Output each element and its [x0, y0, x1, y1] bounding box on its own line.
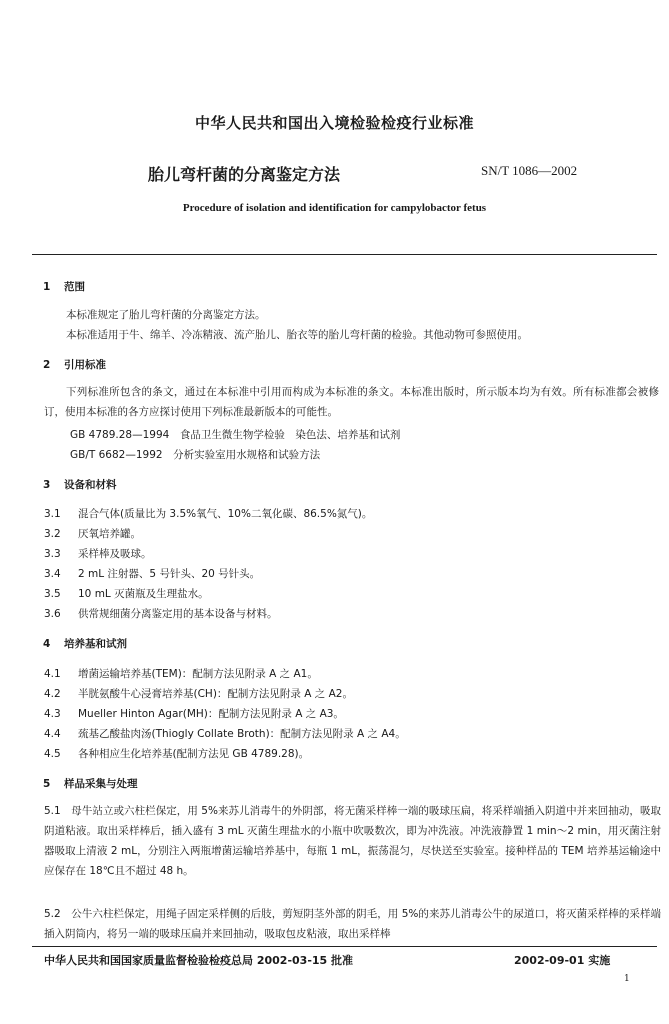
clause-5-2: 5.2 公牛六柱栏保定，用绳子固定采样侧的后肢，剪短阴茎外部的阴毛，用 5%的来苏儿消毒公牛的尿道口，将灭菌采样棒的采样端插入阴筒内，将另一端的吸球压扁并来回抽动，吸取包皮粘液，取出采样棒 — [44, 908, 661, 940]
item-number: 3.2 — [44, 528, 61, 540]
section-number: 4 — [43, 638, 51, 650]
list-item — [44, 746, 309, 761]
section-3-heading — [43, 477, 117, 492]
section-1-paragraph-1: 本标准规定了胎儿弯杆菌的分离鉴定方法。 — [66, 309, 266, 321]
implementation-date: 2002-09-01 实施 — [514, 954, 611, 967]
item-number: 3.6 — [44, 608, 61, 620]
item-text: Mueller Hinton Agar(MH)：配制方法见附录 A 之 A3。 — [78, 708, 344, 720]
reference-2: GB/T 6682—1992 分析实验室用水规格和试验方法 — [70, 449, 321, 461]
item-number: 4.5 — [44, 748, 61, 760]
item-text: 厌氧培养罐。 — [78, 528, 141, 540]
footer-divider — [32, 946, 657, 947]
section-1-paragraph-2: 本标准适用于牛、绵羊、冷冻精液、流产胎儿、胎衣等的胎儿弯杆菌的检验。其他动物可参照使用。 — [66, 329, 528, 341]
item-text: 供常规细菌分离鉴定用的基本设备与材料。 — [78, 608, 278, 620]
list-item — [44, 546, 152, 561]
header-divider — [32, 254, 657, 255]
item-number: 4.4 — [44, 728, 61, 740]
item-number: 3.4 — [44, 568, 61, 580]
english-title: Procedure of isolation and identification for campylobactor fetus — [182, 202, 487, 214]
item-text: 半胱氨酸牛心浸膏培养基(CH)：配制方法见附录 A 之 A2。 — [78, 688, 353, 700]
reference-1: GB 4789.28—1994 食品卫生微生物学检验 染色法、培养基和试剂 — [70, 429, 401, 441]
item-text: 采样棒及吸球。 — [78, 548, 152, 560]
item-number: 4.1 — [44, 668, 61, 680]
document-title: 胎儿弯杆菌的分离鉴定方法 — [148, 165, 341, 184]
item-number: 3.1 — [44, 508, 61, 520]
item-text: 10 mL 灭菌瓶及生理盐水。 — [78, 588, 209, 600]
item-text: 2 mL 注射器、5 号针头、20 号针头。 — [78, 568, 261, 580]
item-text: 巯基乙酸盐肉汤(Thiogly Collate Broth)：配制方法见附录 A 之 A4。 — [78, 728, 406, 740]
section-2-paragraph: 下列标准所包含的条文，通过在本标准中引用而构成为本标准的条文。本标准出版时，所示版本均为有效。所有标准都会被修订，使用本标准的各方应探讨使用下列标准最新版本的可能性。 — [44, 386, 659, 418]
page-number: 1 — [624, 974, 630, 984]
section-4-heading — [43, 636, 127, 651]
section-title: 样品采集与处理 — [64, 778, 138, 790]
section-title: 范围 — [64, 281, 85, 293]
section-title: 培养基和试剂 — [64, 638, 127, 650]
list-item — [44, 666, 318, 681]
list-item — [44, 526, 141, 541]
item-number: 3.5 — [44, 588, 61, 600]
section-1-heading — [43, 279, 85, 294]
section-number: 1 — [43, 281, 51, 293]
item-number: 3.3 — [44, 548, 61, 560]
issuing-organization: 中华人民共和国出入境检验检疫行业标准 — [194, 114, 474, 132]
item-text: 混合气体(质量比为 3.5%氧气、10%二氧化碳、86.5%氮气)。 — [78, 508, 373, 520]
approval-info: 中华人民共和国国家质量监督检验检疫总局 2002-03-15 批准 — [44, 954, 354, 967]
item-number: 4.3 — [44, 708, 61, 720]
list-item — [44, 506, 372, 521]
clause-5-1: 5.1 母牛站立或六柱栏保定，用 5%来苏儿消毒牛的外阴部，将无菌采样棒一端的吸球压扁，将采样端插入阴道中并来回抽动，吸取阴道粘液。取出采样棒后，插入盛有 3 mL 灭菌生理盐水的小瓶中吹吸数次，即为冲洗液。冲洗液静置 1 min～2 min，用灭菌注射器吸取上清液 2 mL，分别注入两瓶增菌运输培养基中，每瓶 1 mL，振荡混匀，尽快送至实验室。接种样品的 TEM 培养基运输途中应保存在 18℃且不超过 48 h。 — [44, 805, 661, 877]
section-number: 2 — [43, 359, 51, 371]
section-title: 设备和材料 — [64, 479, 117, 491]
list-item — [44, 606, 278, 621]
section-title: 引用标准 — [64, 359, 106, 371]
list-item — [44, 726, 406, 741]
section-number: 5 — [43, 778, 51, 790]
section-number: 3 — [43, 479, 51, 491]
standard-code: SN/T 1086—2002 — [481, 163, 578, 178]
item-number: 4.2 — [44, 688, 61, 700]
item-text: 各种相应生化培养基(配制方法见 GB 4789.28)。 — [78, 748, 310, 760]
list-item — [44, 566, 260, 581]
list-item — [44, 586, 209, 601]
section-5-heading — [43, 776, 138, 791]
list-item — [44, 706, 344, 721]
list-item — [44, 686, 353, 701]
section-2-heading — [43, 357, 106, 372]
item-text: 增菌运输培养基(TEM)：配制方法见附录 A 之 A1。 — [78, 668, 318, 680]
